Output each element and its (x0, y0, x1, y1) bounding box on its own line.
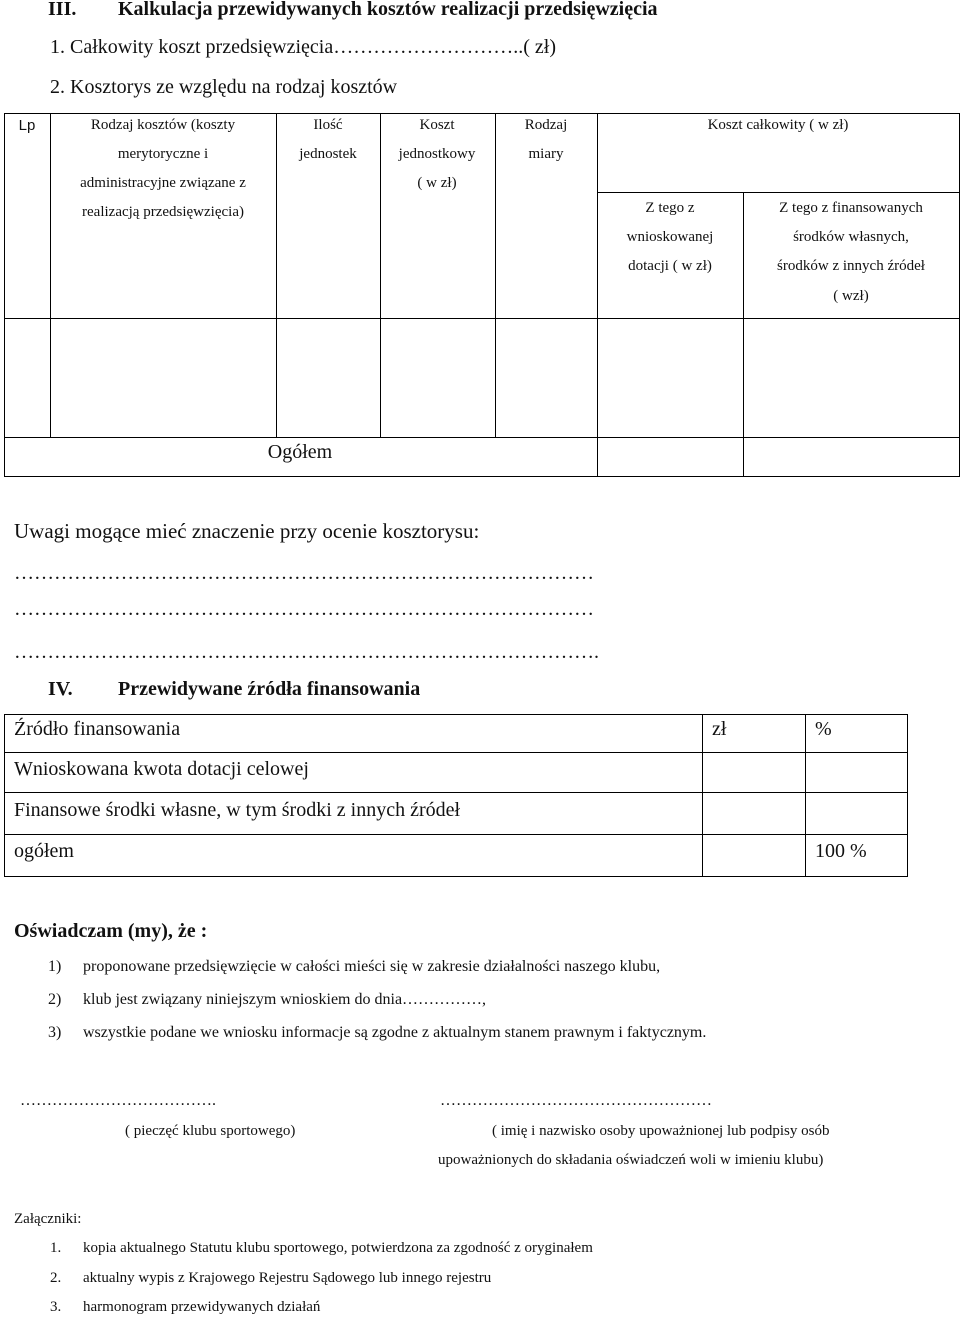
col-dotacja-line1: Z tego z (645, 200, 695, 216)
section-3-number: III. (48, 0, 77, 20)
col-ilosc-line2: jednostek (299, 146, 357, 162)
col-koszt-line1: Koszt (419, 117, 455, 133)
funding-row-2-label: Finansowe środki własne, w tym środki z innych źródeł (14, 799, 461, 821)
funding-row-3-pct: 100 % (815, 840, 867, 862)
declaration-item-2-num: 2) (48, 991, 62, 1008)
col-rodzaj-line4: realizacją przedsięwzięcia) (82, 204, 244, 220)
total-cost-line: 1. Całkowity koszt przedsięwzięcia………………………..( zł) (50, 36, 556, 58)
col-miary-line1: Rodzaj (524, 117, 568, 133)
funding-header-zl: zł (712, 718, 727, 740)
attachment-2-num: 2. (50, 1270, 62, 1286)
signature-dots-right: …………………………………………… (440, 1092, 712, 1109)
col-koszt-calkowity: Koszt całkowity ( w zł) (707, 117, 849, 133)
attachments-label: Załączniki: (14, 1211, 82, 1227)
col-koszt-line2: jednostkowy (398, 146, 476, 162)
declaration-title: Oświadczam (my), że : (14, 920, 208, 942)
attachment-3: harmonogram przewidywanych działań (83, 1299, 321, 1315)
remarks-label: Uwagi mogące mieć znaczenie przy ocenie kosztorysu: (14, 519, 480, 543)
col-rodzaj-line2: merytoryczne i (117, 146, 209, 162)
cost-estimate-heading: 2. Kosztorys ze względu na rodzaj kosztów (50, 76, 398, 98)
col-wlasne-line4: ( wzł) (833, 288, 869, 304)
attachment-1: kopia aktualnego Statutu klubu sportowego, potwierdzona za zgodność z oryginałem (83, 1240, 593, 1256)
section-3-title: Kalkulacja przewidywanych kosztów realizacji przedsięwzięcia (118, 0, 658, 20)
section-4-number: IV. (48, 678, 73, 700)
col-dotacja-line2: wnioskowanej (626, 229, 714, 245)
attachment-2: aktualny wypis z Krajowego Rejestru Sądowego lub innego rejestru (83, 1270, 492, 1286)
remarks-line-2: …………………………………………………………………………… (14, 598, 594, 620)
signature-caption-line-1: ( imię i nazwisko osoby upoważnionej lub podpisy osób (492, 1123, 830, 1139)
col-ilosc-line1: Ilość (313, 117, 343, 133)
funding-row-1-label: Wnioskowana kwota dotacji celowej (14, 758, 309, 780)
funding-row-3-label: ogółem (14, 840, 74, 862)
attachment-3-num: 3. (50, 1299, 62, 1315)
declaration-item-2: klub jest związany niniejszym wnioskiem do dnia……………, (83, 991, 487, 1008)
col-rodzaj-line3: administracyjne związane z (80, 175, 246, 191)
col-wlasne-line1: Z tego z finansowanych (779, 200, 923, 216)
funding-header-source: Źródło finansowania (14, 718, 181, 740)
stamp-caption: ( pieczęć klubu sportowego) (125, 1123, 296, 1139)
col-miary-line2: miary (528, 146, 564, 162)
col-wlasne-line2: środków własnych, (793, 229, 909, 245)
remarks-line-3: ……………………………………………………………………………. (14, 641, 599, 663)
section-4-title: Przewidywane źródła finansowania (118, 678, 421, 700)
signature-caption-line-2: upoważnionych do składania oświadczeń woli w imieniu klubu) (438, 1152, 824, 1168)
funding-header-pct: % (815, 718, 832, 740)
declaration-item-1-num: 1) (48, 958, 62, 975)
attachment-1-num: 1. (50, 1240, 62, 1256)
declaration-item-3: wszystkie podane we wniosku informacje są zgodne z aktualnym stanem prawnym i faktycznym. (83, 1024, 707, 1041)
col-rodzaj-line1: Rodzaj kosztów (koszty (90, 117, 236, 133)
col-lp: Lp (18, 117, 36, 134)
col-koszt-line3: ( w zł) (417, 175, 457, 191)
declaration-item-1: proponowane przedsięwzięcie w całości mieści się w zakresie działalności naszego klubu, (83, 958, 661, 975)
total-row-label: Ogółem (267, 441, 333, 463)
signature-dots-left: ………………………………. (20, 1092, 216, 1109)
col-dotacja-line3: dotacji ( w zł) (628, 258, 712, 274)
col-wlasne-line3: środków z innych źródeł (777, 258, 925, 274)
remarks-line-1: …………………………………………………………………………… (14, 562, 594, 584)
declaration-item-3-num: 3) (48, 1024, 62, 1041)
